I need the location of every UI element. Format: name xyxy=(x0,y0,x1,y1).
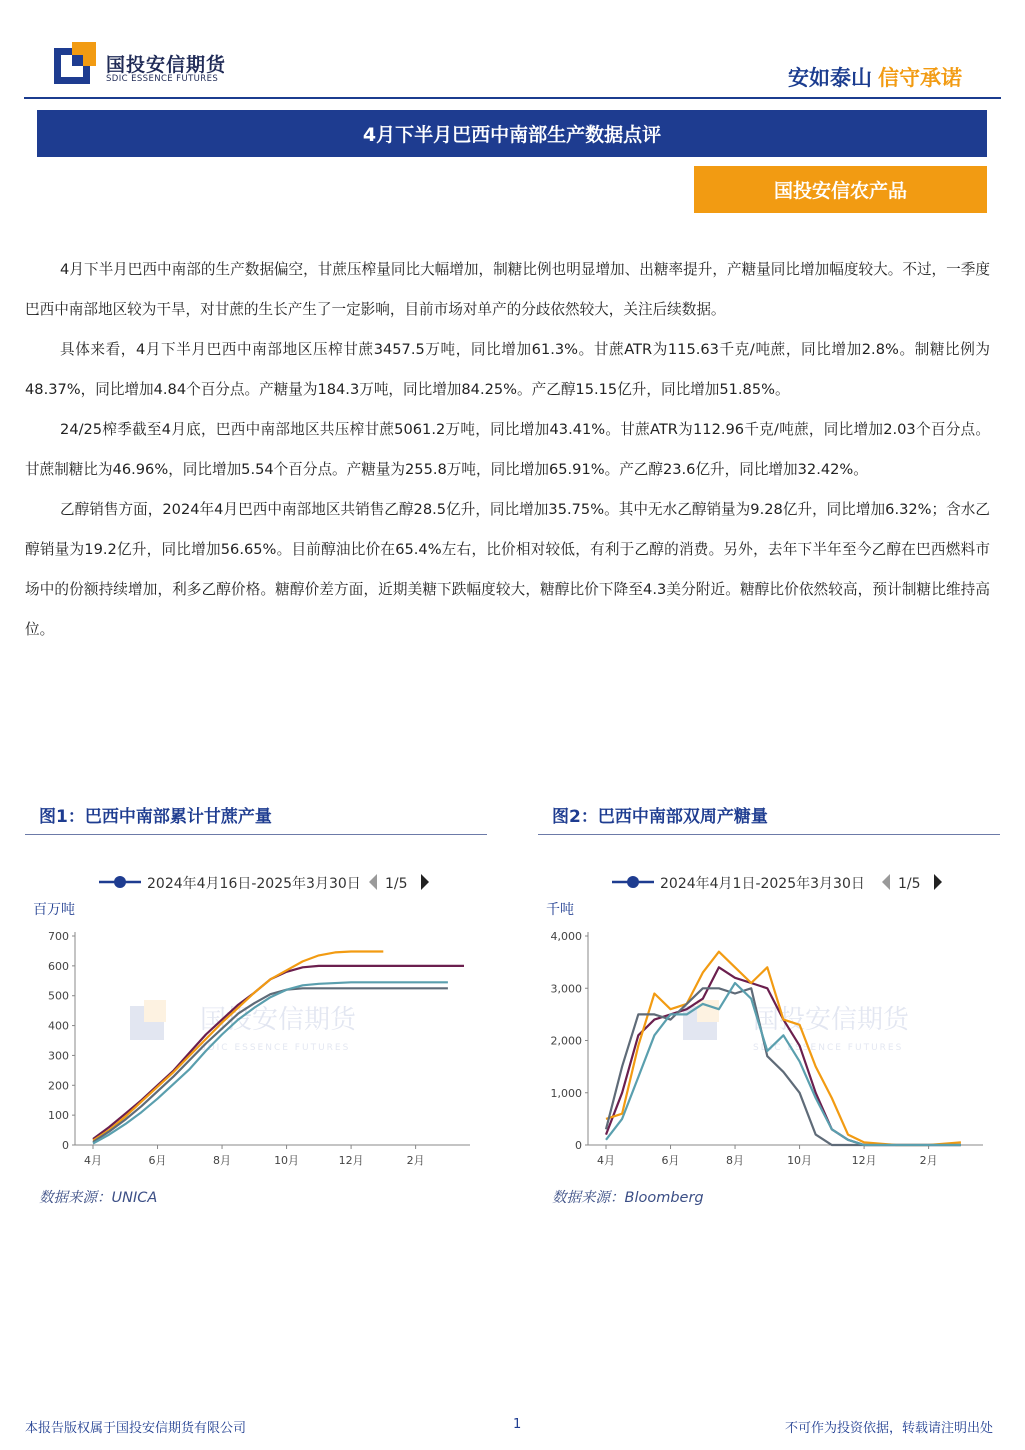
x-tick-label: 12月 xyxy=(851,1154,877,1167)
y-tick-label: 600 xyxy=(48,959,69,973)
x-tick-label: 6月 xyxy=(148,1154,167,1167)
x-tick-label: 10月 xyxy=(274,1154,300,1167)
paragraph: 4月下半月巴西中南部的生产数据偏空，甘蔗压榨量同比大幅增加，制糖比例也明显增加、出糖率提升，产糖量同比增加幅度较大。不过，一季度巴西中南部地区较为干旱，对甘蔗的生长产生了一定影响，目前市场对单产的分歧依然较大，关注后续数据。 xyxy=(25,261,990,318)
legend-next-icon xyxy=(421,874,429,890)
y-tick-label: 1,000 xyxy=(550,1086,582,1100)
x-tick-label: 4月 xyxy=(597,1154,615,1167)
legend-prev-icon xyxy=(882,874,890,890)
figure-2-title: 图2：巴西中南部双周产糖量 xyxy=(552,807,768,827)
legend-page: 1/5 xyxy=(385,876,408,892)
legend-marker xyxy=(114,876,126,888)
footer-copyright: 本报告版权属于国投安信期货有限公司 xyxy=(25,1421,247,1436)
legend-page: 1/5 xyxy=(898,876,921,892)
paragraph: 具体来看，4月下半月巴西中南部地区压榨甘蔗3457.5万吨，同比增加61.3%。甘蔗ATR为115.63千克/吨蔗，同比增加2.8%。制糖比例为48.37%，同比增加4.84个百分点。产糖量为184.3万吨，同比增加84.25%。产乙醇15.15亿升，同比增加51.85%。 xyxy=(25,341,990,398)
watermark-subtext: SDIC ESSENCE FUTURES xyxy=(200,1043,351,1053)
report-title: 4月下半月巴西中南部生产数据点评 xyxy=(37,110,987,157)
figure-1-chart xyxy=(25,860,487,1180)
y-tick-label: 100 xyxy=(48,1109,69,1123)
y-axis-unit: 千吨 xyxy=(546,902,574,918)
y-axis-unit: 百万吨 xyxy=(33,902,75,918)
legend-marker xyxy=(627,876,639,888)
watermark-subtext: SDIC ESSENCE FUTURES xyxy=(753,1043,904,1053)
y-tick-label: 0 xyxy=(62,1139,69,1152)
header-divider xyxy=(24,97,1001,99)
legend-label: 2024年4月1日-2025年3月30日 xyxy=(660,876,865,892)
watermark xyxy=(130,1000,358,1053)
x-tick-label: 8月 xyxy=(213,1154,232,1167)
figure-2-source: 数据来源：Bloomberg xyxy=(552,1190,704,1206)
x-tick-label: 2月 xyxy=(919,1154,938,1167)
paragraph: 乙醇销售方面，2024年4月巴西中南部地区共销售乙醇28.5亿升，同比增加35.75%。其中无水乙醇销量为9.28亿升，同比增加6.32%；含水乙醇销量为19.2亿升，同比增加56.65%。目前醇油比价在65.4%左右，比价相对较低，有利于乙醇的消费。另外，去年下半年至今乙醇在巴西燃料市场中的份额持续增加，利多乙醇价格。糖醇价差方面，近期美糖下跌幅度较大，糖醇比价下降至4.3美分附近。糖醇比价依然较高，预计制糖比维持高位。 xyxy=(25,501,990,638)
legend-next-icon xyxy=(934,874,942,890)
figure-1-title: 图1：巴西中南部累计甘蔗产量 xyxy=(39,807,272,827)
slogan xyxy=(788,62,962,92)
section-tag: 国投安信农产品 xyxy=(694,166,987,213)
watermark-logo-accent xyxy=(697,1000,719,1022)
y-tick-label: 0 xyxy=(575,1139,582,1152)
slogan-orange: 信守承诺 xyxy=(878,66,962,90)
page-number: 1 xyxy=(513,1417,522,1432)
y-tick-label: 300 xyxy=(48,1049,69,1063)
watermark-logo-accent xyxy=(144,1000,166,1022)
x-tick-label: 12月 xyxy=(338,1154,364,1167)
y-tick-label: 2,000 xyxy=(550,1034,582,1048)
x-tick-label: 6月 xyxy=(661,1154,680,1167)
company-logo-icon xyxy=(54,42,96,84)
legend-label: 2024年4月16日-2025年3月30日 xyxy=(147,876,361,892)
y-tick-label: 700 xyxy=(48,930,69,943)
y-tick-label: 500 xyxy=(48,989,69,1003)
company-name-cn: 国投安信期货 xyxy=(106,54,227,76)
company-name-en: SDIC ESSENCE FUTURES xyxy=(106,74,219,84)
y-tick-label: 400 xyxy=(48,1019,69,1033)
x-tick-label: 10月 xyxy=(787,1154,813,1167)
figure-1-divider xyxy=(25,834,487,835)
legend-prev-icon xyxy=(369,874,377,890)
watermark-text: 国投安信期货 xyxy=(753,1005,910,1035)
page-header xyxy=(0,0,1025,100)
y-tick-label: 4,000 xyxy=(550,930,582,943)
figure-1-source: 数据来源：UNICA xyxy=(39,1190,158,1206)
paragraph: 24/25榨季截至4月底，巴西中南部地区共压榨甘蔗5061.2万吨，同比增加43.41%。甘蔗ATR为112.96千克/吨蔗，同比增加2.03个百分点。甘蔗制糖比为46.96%，同比增加5.54个百分点。产糖量为255.8万吨，同比增加65.91%。产乙醇23.6亿升，同比增加32.42%。 xyxy=(25,421,990,478)
footer-disclaimer: 不可作为投资依据，转载请注明出处 xyxy=(784,1421,993,1436)
x-tick-label: 8月 xyxy=(726,1154,745,1167)
x-tick-label: 2月 xyxy=(406,1154,425,1167)
y-tick-label: 3,000 xyxy=(550,982,582,996)
report-body xyxy=(25,250,990,650)
slogan-blue: 安如泰山 xyxy=(788,66,872,90)
figure-2-divider xyxy=(538,834,1000,835)
series-line-1 xyxy=(606,967,961,1145)
y-tick-label: 200 xyxy=(48,1079,69,1093)
watermark-text: 国投安信期货 xyxy=(200,1005,357,1035)
x-tick-label: 4月 xyxy=(84,1154,102,1167)
figure-2-chart xyxy=(538,860,1000,1180)
